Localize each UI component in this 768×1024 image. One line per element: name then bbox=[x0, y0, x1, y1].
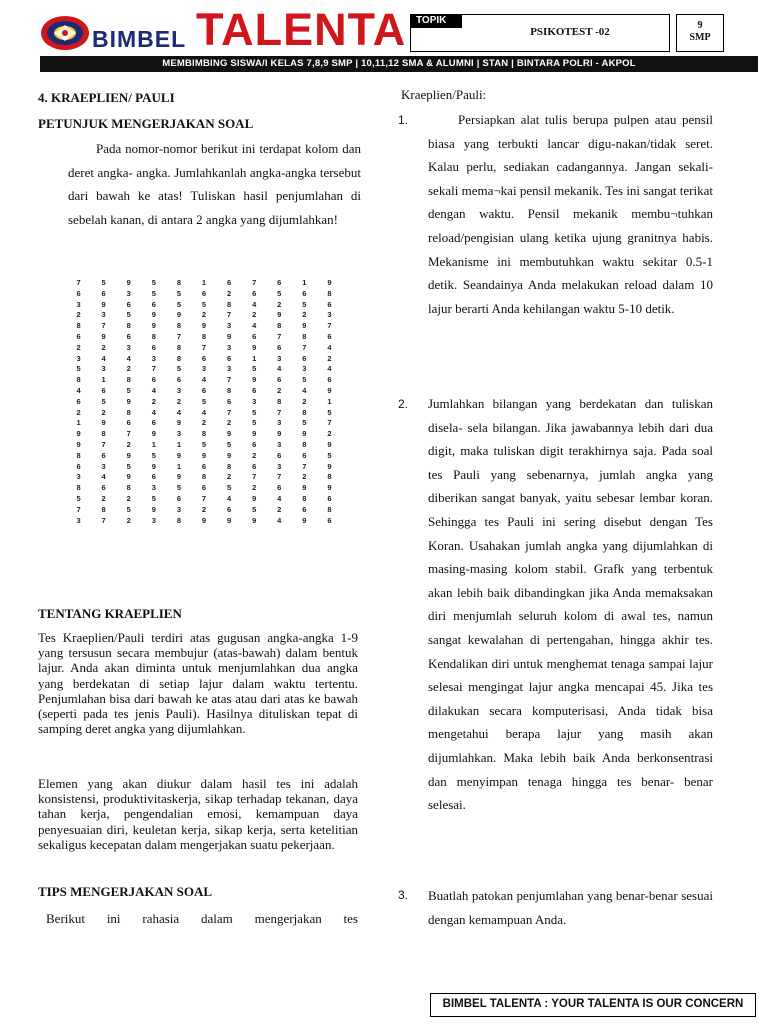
grid-digit: 8 bbox=[76, 483, 81, 493]
grid-digit: 3 bbox=[302, 364, 307, 374]
grid-digit: 6 bbox=[201, 483, 207, 493]
grid-digit: 3 bbox=[277, 418, 282, 428]
grid-digit: 9 bbox=[252, 515, 257, 525]
grid-digit: 5 bbox=[252, 418, 257, 428]
grid-digit: 6 bbox=[277, 483, 282, 493]
grid-digit: 8 bbox=[176, 342, 181, 352]
grid-digit: 5 bbox=[176, 299, 181, 309]
grid-digit: 4 bbox=[201, 407, 207, 417]
grid-digit: 1 bbox=[151, 439, 156, 449]
grid-digit: 4 bbox=[252, 299, 257, 309]
grid-digit: 6 bbox=[76, 461, 81, 471]
grid-digit: 2 bbox=[101, 407, 106, 417]
grid-digit: 2 bbox=[327, 429, 332, 439]
grid-digit: 6 bbox=[327, 493, 332, 503]
grid-digit: 2 bbox=[201, 418, 207, 428]
list-item-1-text: Persiapkan alat tulis berupa pulpen atau pensil biasa yang terbukti lancar digu-nakan/tidak seret. Kalau perlu, sediakan cadangannya. Jangan sekali- sekali mema¬kai pensil mekanik. Tes ini sangat terikat dengan waktu. Pensil mekanik membu¬tuhkan reload/pengisian ulang ketika ujung granitnya habis. Mekanisme ini membutuhkan waktu sekitar 0.5-1 detik. Seandainya Anda melakukan reload dalam 10 lajur berarti Anda kehilangan waktu 5-10 detik. bbox=[428, 112, 713, 316]
brand-talenta: TALENTA bbox=[196, 4, 407, 55]
grid-digit: 9 bbox=[176, 418, 181, 428]
grid-digit: 8 bbox=[201, 331, 207, 341]
grid-digit: 6 bbox=[327, 375, 332, 385]
grid-digit: 9 bbox=[327, 278, 332, 287]
grid-digit: 7 bbox=[201, 342, 207, 352]
grid-digit: 1 bbox=[252, 353, 257, 363]
grid-digit: 2 bbox=[302, 396, 307, 406]
grid-digit: 8 bbox=[176, 515, 181, 525]
grid-digit: 6 bbox=[226, 504, 232, 514]
grid-digit: 6 bbox=[327, 331, 332, 341]
grid-digit: 9 bbox=[302, 429, 307, 439]
footer-tagline: BIMBEL TALENTA : YOUR TALENTA IS OUR CONCERN bbox=[430, 993, 756, 1017]
grid-digit: 9 bbox=[252, 375, 257, 385]
grid-digit: 6 bbox=[226, 353, 232, 363]
instructions-title: PETUNJUK MENGERJAKAN SOAL bbox=[38, 116, 254, 131]
grid-digit: 9 bbox=[151, 461, 156, 471]
grid-digit: 7 bbox=[76, 278, 81, 287]
grid-digit: 9 bbox=[327, 483, 332, 493]
grid-digit: 4 bbox=[101, 472, 106, 482]
grid-digit: 1 bbox=[176, 439, 181, 449]
grid-digit: 8 bbox=[302, 331, 307, 341]
grid-digit: 2 bbox=[201, 310, 207, 320]
grid-digit: 9 bbox=[252, 342, 257, 352]
grid-digit: 9 bbox=[327, 439, 332, 449]
grid-digit: 9 bbox=[226, 450, 232, 460]
grid-digit: 6 bbox=[252, 461, 257, 471]
grid-digit: 8 bbox=[277, 396, 282, 406]
grid-digit: 6 bbox=[151, 299, 156, 309]
grid-digit: 6 bbox=[252, 385, 257, 395]
grid-digit: 5 bbox=[252, 364, 257, 374]
grid-digit: 3 bbox=[126, 288, 131, 298]
grid-digit: 9 bbox=[277, 310, 282, 320]
grid-digit: 9 bbox=[151, 321, 156, 331]
grid-digit: 2 bbox=[101, 342, 106, 352]
grid-digit: 9 bbox=[201, 515, 207, 525]
tips-title: TIPS MENGERJAKAN SOAL bbox=[38, 884, 213, 899]
grid-digit: 6 bbox=[277, 450, 282, 460]
grid-digit: 3 bbox=[101, 461, 106, 471]
grid-digit: 9 bbox=[101, 418, 106, 428]
list-item-3-number: 3. bbox=[398, 888, 409, 902]
grid-digit: 4 bbox=[302, 385, 307, 395]
grid-digit: 3 bbox=[76, 472, 81, 482]
grid-digit: 8 bbox=[176, 278, 181, 287]
tips-text: Berikut ini rahasia dalam mengerjakan tes bbox=[46, 911, 358, 926]
grid-digit: 9 bbox=[126, 472, 131, 482]
grid-digit: 5 bbox=[126, 461, 131, 471]
grid-digit: 8 bbox=[126, 375, 131, 385]
grid-digit: 8 bbox=[176, 321, 181, 331]
grid-digit: 5 bbox=[302, 299, 307, 309]
grid-digit: 9 bbox=[226, 515, 232, 525]
grid-digit: 2 bbox=[252, 483, 257, 493]
grid-digit: 6 bbox=[126, 331, 131, 341]
grid-digit: 6 bbox=[151, 418, 156, 428]
grade-level: SMP bbox=[689, 32, 711, 43]
grid-digit: 3 bbox=[76, 515, 81, 525]
grid-digit: 3 bbox=[176, 429, 181, 439]
topic-value: PSIKOTEST -02 bbox=[530, 26, 610, 38]
grid-digit: 4 bbox=[327, 364, 332, 374]
grid-digit: 7 bbox=[226, 310, 232, 320]
grid-digit: 7 bbox=[101, 321, 106, 331]
grid-digit: 9 bbox=[76, 429, 81, 439]
grid-digit: 7 bbox=[176, 331, 181, 341]
grid-digit: 8 bbox=[76, 450, 81, 460]
grid-digit: 6 bbox=[101, 483, 106, 493]
grid-digit: 3 bbox=[226, 364, 232, 374]
grid-digit: 8 bbox=[226, 461, 232, 471]
grid-digit: 8 bbox=[76, 375, 81, 385]
grid-digit: 4 bbox=[176, 407, 181, 417]
grid-digit: 7 bbox=[327, 418, 332, 428]
grid-digit: 3 bbox=[76, 299, 81, 309]
section-title: 4. KRAEPLIEN/ PAULI bbox=[38, 90, 175, 105]
about-title: TENTANG KRAEPLIEN bbox=[38, 606, 182, 621]
grid-digit: 5 bbox=[302, 375, 307, 385]
grid-digit: 2 bbox=[126, 493, 131, 503]
grid-digit: 8 bbox=[226, 385, 232, 395]
grid-digit: 5 bbox=[302, 418, 307, 428]
grid-digit: 8 bbox=[302, 439, 307, 449]
grid-digit: 7 bbox=[101, 515, 106, 525]
grid-digit: 9 bbox=[151, 429, 156, 439]
grid-digit: 9 bbox=[302, 515, 307, 525]
grid-digit: 3 bbox=[226, 342, 232, 352]
grid-digit: 9 bbox=[126, 396, 131, 406]
grid-digit: 8 bbox=[76, 321, 81, 331]
grid-digit: 6 bbox=[226, 396, 232, 406]
grid-digit: 9 bbox=[201, 450, 207, 460]
grid-digit: 6 bbox=[277, 342, 282, 352]
about-paragraph-2: Elemen yang akan diukur dalam hasil tes ini adalah konsistensi, produktivitaskerja, sikap terhadap tekanan, daya tahan kerja, pengendalian emosi, kemampuan daya penyesuaian diri, keuletan kerja, sikap kerja, serta ketelitian sekaligus kecepatan dalam mengerjakan suatu pekerjaan. bbox=[38, 776, 358, 852]
grid-digit: 9 bbox=[151, 310, 156, 320]
grid-digit: 5 bbox=[151, 288, 156, 298]
grid-digit: 6 bbox=[252, 331, 257, 341]
grid-digit: 6 bbox=[252, 288, 257, 298]
grid-digit: 5 bbox=[76, 364, 81, 374]
grid-digit: 7 bbox=[277, 407, 282, 417]
grid-digit: 5 bbox=[277, 288, 282, 298]
grid-digit: 9 bbox=[176, 450, 181, 460]
grid-digit: 5 bbox=[126, 385, 131, 395]
grid-digit: 2 bbox=[226, 472, 232, 482]
grid-digit: 7 bbox=[226, 407, 232, 417]
grid-digit: 7 bbox=[76, 504, 81, 514]
grid-digit: 6 bbox=[302, 288, 307, 298]
grid-digit: 2 bbox=[126, 364, 131, 374]
grid-digit: 8 bbox=[176, 353, 181, 363]
number-grid bbox=[66, 278, 342, 598]
grid-digit: 5 bbox=[76, 493, 81, 503]
bimbel-talenta-logo-icon bbox=[40, 14, 90, 52]
grid-digit: 6 bbox=[76, 288, 81, 298]
list-item-2-text: Jumlahkan bilangan yang berdekatan dan tuliskan disela- sela bilangan. Jika jawabannya lebih dari dua digit, maka tuliskan digit terakhirnya saja. Pada soal tes Pauli yang sebenarnya, jumlah angka yang diberikan sangat banyak, yaitu sebesar lembar koran. Sehingga tes Pauli ini sering disebut dengan Tes Koran. Usahakan jumlah angka yang dijumlahkan di masing-masing kolom stabil. Grafk yang terbentuk akan lebih baik dibandingkan jika Anda memaksakan diri menjumlah seluruh kolom di awal tes, namun sangat kewalahan di pertengahan, hingga akhir tes. Kendalikan diri untuk menghemat tenaga sampai lajur selesai mengingat lajur angka mencapai 45. Jika tes dilakukan secara komputerisasi, Anda tidak bisa mengetahui berapa lajur yang masih akan dijumlahkan. Maka lebih baik Anda berkonsentrasi dan menyimpan tenaga hingga tes benar- benar selesai. bbox=[428, 396, 713, 813]
grid-digit: 2 bbox=[277, 385, 282, 395]
grid-digit: 8 bbox=[201, 429, 207, 439]
grid-digit: 3 bbox=[76, 353, 81, 363]
grid-digit: 2 bbox=[126, 515, 131, 525]
grid-digit: 6 bbox=[176, 375, 181, 385]
grid-digit: 6 bbox=[101, 385, 106, 395]
grid-digit: 3 bbox=[151, 353, 156, 363]
grid-digit: 6 bbox=[76, 331, 81, 341]
grid-digit: 5 bbox=[176, 288, 181, 298]
grid-digit: 3 bbox=[101, 310, 106, 320]
grid-digit: 2 bbox=[76, 342, 81, 352]
grid-digit: 8 bbox=[101, 429, 106, 439]
grid-digit: 5 bbox=[101, 396, 106, 406]
grid-digit: 7 bbox=[101, 439, 106, 449]
grid-digit: 2 bbox=[327, 353, 332, 363]
grid-digit: 5 bbox=[327, 407, 332, 417]
grid-digit: 8 bbox=[302, 407, 307, 417]
grid-digit: 9 bbox=[76, 439, 81, 449]
grid-digit: 8 bbox=[327, 288, 332, 298]
grid-digit: 8 bbox=[101, 504, 106, 514]
grid-digit: 3 bbox=[277, 439, 282, 449]
grade-box bbox=[676, 14, 724, 52]
grid-digit: 6 bbox=[302, 353, 307, 363]
grid-digit: 4 bbox=[76, 385, 81, 395]
grid-digit: 5 bbox=[252, 407, 257, 417]
grid-digit: 9 bbox=[226, 331, 232, 341]
grid-digit: 1 bbox=[76, 418, 81, 428]
grid-digit: 3 bbox=[277, 353, 282, 363]
grid-digit: 5 bbox=[151, 278, 156, 287]
grid-digit: 6 bbox=[302, 450, 307, 460]
grid-digit: 5 bbox=[327, 450, 332, 460]
grid-digit: 4 bbox=[151, 385, 156, 395]
grid-digit: 9 bbox=[176, 310, 181, 320]
grid-digit: 4 bbox=[151, 407, 156, 417]
grid-digit: 4 bbox=[277, 493, 282, 503]
grid-digit: 6 bbox=[176, 493, 181, 503]
grid-digit: 3 bbox=[176, 504, 181, 514]
grid-digit: 6 bbox=[151, 375, 156, 385]
grid-digit: 2 bbox=[252, 450, 257, 460]
grid-digit: 2 bbox=[126, 439, 131, 449]
grid-digit: 9 bbox=[176, 472, 181, 482]
grid-digit: 9 bbox=[327, 385, 332, 395]
grid-digit: 8 bbox=[327, 504, 332, 514]
grid-digit: 5 bbox=[201, 396, 207, 406]
grid-digit: 5 bbox=[151, 450, 156, 460]
grid-digit: 4 bbox=[277, 515, 282, 525]
grid-digit: 8 bbox=[302, 493, 307, 503]
grid-digit: 6 bbox=[252, 439, 257, 449]
grid-digit: 2 bbox=[151, 396, 156, 406]
grid-digit: 4 bbox=[252, 321, 257, 331]
grid-digit: 9 bbox=[252, 429, 257, 439]
grid-digit: 2 bbox=[226, 288, 232, 298]
grid-digit: 9 bbox=[277, 429, 282, 439]
grid-digit: 7 bbox=[277, 472, 282, 482]
grid-digit: 7 bbox=[302, 342, 307, 352]
grid-digit: 6 bbox=[277, 278, 282, 287]
grid-digit: 2 bbox=[302, 310, 307, 320]
grid-digit: 2 bbox=[252, 310, 257, 320]
grid-digit: 8 bbox=[126, 321, 131, 331]
grid-digit: 9 bbox=[101, 299, 106, 309]
grid-digit: 1 bbox=[201, 278, 207, 287]
grid-digit: 6 bbox=[201, 461, 207, 471]
grid-digit: 3 bbox=[327, 310, 332, 320]
grid-digit: 9 bbox=[126, 450, 131, 460]
grid-digit: 6 bbox=[226, 278, 232, 287]
grid-digit: 7 bbox=[151, 364, 156, 374]
grid-digit: 8 bbox=[327, 472, 332, 482]
grid-digit: 6 bbox=[101, 288, 106, 298]
grid-digit: 6 bbox=[151, 472, 156, 482]
grid-digit: 2 bbox=[76, 310, 81, 320]
grid-digit: 6 bbox=[302, 504, 307, 514]
grid-digit: 9 bbox=[302, 483, 307, 493]
grid-digit: 3 bbox=[126, 342, 131, 352]
grid-digit: 9 bbox=[302, 321, 307, 331]
grid-digit: 1 bbox=[327, 396, 332, 406]
grid-digit: 9 bbox=[151, 504, 156, 514]
grid-digit: 7 bbox=[252, 278, 257, 287]
grid-digit: 6 bbox=[201, 353, 207, 363]
grid-digit: 2 bbox=[277, 299, 282, 309]
grid-digit: 3 bbox=[226, 321, 232, 331]
grid-digit: 7 bbox=[327, 321, 332, 331]
grid-digit: 5 bbox=[201, 439, 207, 449]
grid-digit: 7 bbox=[302, 461, 307, 471]
grid-digit: 6 bbox=[151, 342, 156, 352]
grid-digit: 8 bbox=[201, 472, 207, 482]
grid-digit: 2 bbox=[101, 493, 106, 503]
grid-digit: 6 bbox=[126, 299, 131, 309]
grid-digit: 6 bbox=[76, 396, 81, 406]
grid-digit: 6 bbox=[126, 418, 131, 428]
grid-digit: 7 bbox=[201, 493, 207, 503]
grid-digit: 4 bbox=[327, 342, 332, 352]
list-item-1-number: 1. bbox=[398, 113, 409, 127]
grid-digit: 5 bbox=[226, 439, 232, 449]
grid-digit: 3 bbox=[252, 396, 257, 406]
grid-digit: 8 bbox=[151, 331, 156, 341]
grid-digit: 3 bbox=[176, 385, 181, 395]
grid-digit: 3 bbox=[277, 461, 282, 471]
grid-digit: 8 bbox=[126, 483, 131, 493]
topic-label: TOPIK bbox=[410, 14, 462, 28]
grid-digit: 8 bbox=[126, 407, 131, 417]
brand-bimbel: BIMBEL bbox=[92, 26, 187, 52]
grid-digit: 4 bbox=[101, 353, 106, 363]
grid-digit: 6 bbox=[201, 288, 207, 298]
grid-digit: 5 bbox=[151, 493, 156, 503]
grid-digit: 9 bbox=[226, 429, 232, 439]
grid-digit: 3 bbox=[101, 364, 106, 374]
grid-digit: 5 bbox=[101, 278, 106, 287]
grid-digit: 5 bbox=[176, 483, 181, 493]
grid-digit: 2 bbox=[302, 472, 307, 482]
grid-digit: 8 bbox=[277, 321, 282, 331]
grid-digit: 7 bbox=[277, 331, 282, 341]
grid-digit: 7 bbox=[226, 375, 232, 385]
grid-digit: 5 bbox=[252, 504, 257, 514]
grid-digit: 9 bbox=[252, 493, 257, 503]
grid-digit: 7 bbox=[126, 429, 131, 439]
grid-digit: 7 bbox=[252, 472, 257, 482]
grid-digit: 5 bbox=[126, 310, 131, 320]
grid-digit: 5 bbox=[226, 483, 232, 493]
grade-number: 9 bbox=[697, 20, 703, 31]
grid-digit: 2 bbox=[277, 504, 282, 514]
grid-digit: 2 bbox=[226, 418, 232, 428]
grid-digit: 6 bbox=[327, 515, 332, 525]
grid-digit: 1 bbox=[302, 278, 307, 287]
grid-digit: 5 bbox=[126, 504, 131, 514]
grid-digit: 5 bbox=[201, 299, 207, 309]
grid-digit: 2 bbox=[76, 407, 81, 417]
grid-digit: 9 bbox=[126, 278, 131, 287]
list-item-2-number: 2. bbox=[398, 397, 409, 411]
list-item-3-text: Buatlah patokan penjumlahan yang benar-benar sesuai dengan kemampuan Anda. bbox=[428, 888, 713, 927]
grid-digit: 3 bbox=[151, 515, 156, 525]
grid-digit: 2 bbox=[176, 396, 181, 406]
grid-digit: 9 bbox=[101, 331, 106, 341]
grid-digit: 4 bbox=[201, 375, 207, 385]
grid-digit: 4 bbox=[126, 353, 131, 363]
grid-digit: 1 bbox=[176, 461, 181, 471]
grid-digit: 4 bbox=[226, 493, 232, 503]
grid-digit: 3 bbox=[201, 364, 207, 374]
grid-digit: 6 bbox=[201, 385, 207, 395]
grid-digit: 9 bbox=[201, 321, 207, 331]
list-intro: Kraeplien/Pauli: bbox=[401, 87, 487, 102]
about-paragraph-1: Tes Kraeplien/Pauli terdiri atas gugusan angka-angka 1-9 yang tersusun secara membujur (atas-bawah) dalam bentuk lajur. Anda akan diminta untuk menjumlahkan dua angka yang berdekatan di setiap lajur dalam waktu tertentu. Penjumlahan bisa dari bawah ke atas atau dari atas ke bawah (seperti pada tes jenis Pauli). Hasilnya dituliskan tepat di samping deret angka yang dijumlahkan. bbox=[38, 630, 358, 737]
grid-digit: 5 bbox=[176, 364, 181, 374]
grid-digit: 3 bbox=[151, 483, 156, 493]
grid-digit: 6 bbox=[277, 375, 282, 385]
header-banner: MEMBIMBING SISWA/I KELAS 7,8,9 SMP | 10,11,12 SMA & ALUMNI | STAN | BINTARA POLRI - AKPOL bbox=[40, 56, 758, 72]
grid-digit: 9 bbox=[327, 461, 332, 471]
grid-digit: 6 bbox=[327, 299, 332, 309]
grid-digit: 6 bbox=[101, 450, 106, 460]
grid-digit: 4 bbox=[277, 364, 282, 374]
grid-digit: 8 bbox=[226, 299, 232, 309]
instructions-text: Pada nomor-nomor berikut ini terdapat kolom dan deret angka- angka. Jumlahkanlah angka-angka tersebut dari bawah ke atas! Tuliskan hasil penjumlahan di sebelah kanan, di antara 2 angka yang dijumlahkan! bbox=[68, 141, 361, 227]
grid-digit: 1 bbox=[101, 375, 106, 385]
grid-digit: 2 bbox=[201, 504, 207, 514]
